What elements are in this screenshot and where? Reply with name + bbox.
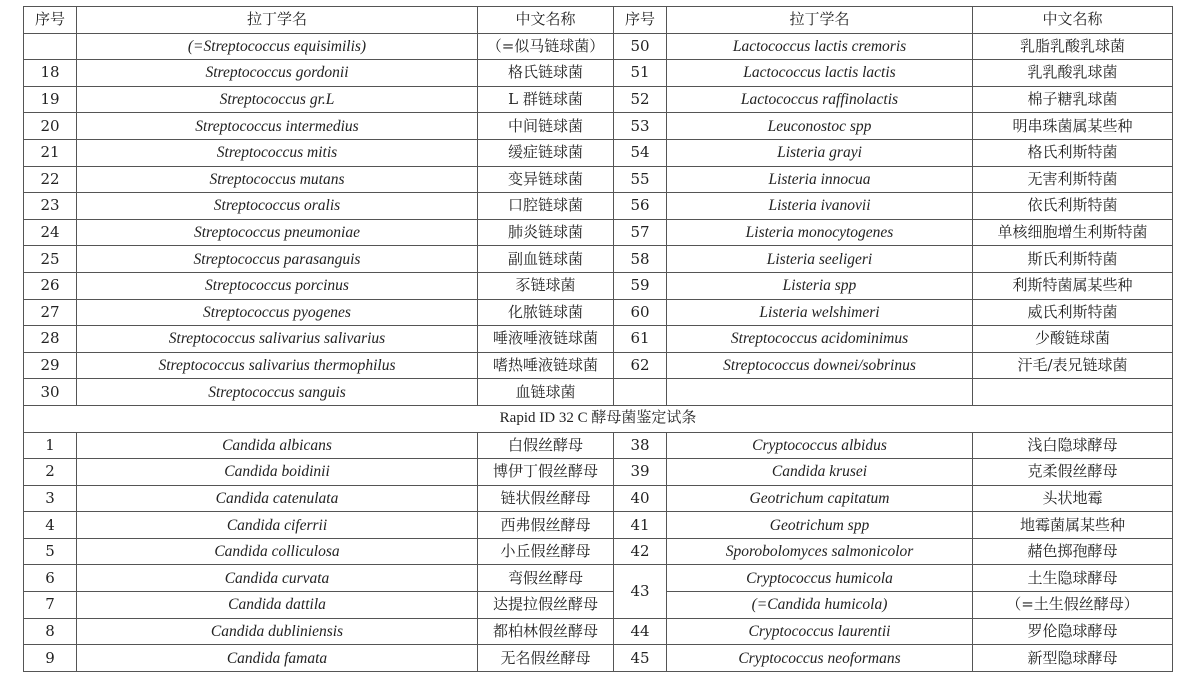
table-row bbox=[24, 618, 1173, 645]
chinese-name: 唾液唾液链球菌 bbox=[478, 326, 614, 353]
table-row bbox=[24, 326, 1173, 353]
latin-name: Streptococcus gr.L bbox=[77, 86, 478, 113]
section-title-row bbox=[24, 405, 1173, 432]
chinese-name: 格氏链球菌 bbox=[478, 60, 614, 87]
latin-name: Lactococcus lactis cremoris bbox=[667, 33, 973, 60]
latin-name: Cryptococcus laurentii bbox=[667, 618, 973, 645]
chinese-name: 肺炎链球菌 bbox=[478, 219, 614, 246]
row-number: 55 bbox=[614, 166, 667, 193]
latin-name: Candida catenulata bbox=[77, 485, 478, 512]
table-row bbox=[24, 193, 1173, 220]
chinese-name: 西弗假丝酵母 bbox=[478, 512, 614, 539]
latin-name: Candida boidinii bbox=[77, 459, 478, 486]
row-number: 8 bbox=[24, 618, 77, 645]
latin-name: Streptococcus salivarius salivarius bbox=[77, 326, 478, 353]
row-number: 21 bbox=[24, 139, 77, 166]
table-row bbox=[24, 299, 1173, 326]
header-no: 序号 bbox=[24, 7, 77, 34]
row-number bbox=[614, 379, 667, 406]
latin-name: Cryptococcus humicola bbox=[667, 565, 973, 592]
latin-name: Listeria seeligeri bbox=[667, 246, 973, 273]
section-streptococcus bbox=[24, 33, 1173, 405]
latin-name: Streptococcus acidominimus bbox=[667, 326, 973, 353]
row-number: 2 bbox=[24, 459, 77, 486]
table-row bbox=[24, 33, 1173, 60]
chinese-name: 博伊丁假丝酵母 bbox=[478, 459, 614, 486]
row-number: 29 bbox=[24, 352, 77, 379]
chinese-name: 单核细胞增生利斯特菌 bbox=[973, 219, 1173, 246]
latin-name: Streptococcus downei/sobrinus bbox=[667, 352, 973, 379]
latin-name: Cryptococcus neoformans bbox=[667, 645, 973, 672]
row-number: 20 bbox=[24, 113, 77, 140]
chinese-name: 少酸链球菌 bbox=[973, 326, 1173, 353]
row-number: 62 bbox=[614, 352, 667, 379]
row-number: 18 bbox=[24, 60, 77, 87]
row-number: 53 bbox=[614, 113, 667, 140]
latin-name: Lactococcus raffinolactis bbox=[667, 86, 973, 113]
latin-name: Streptococcus intermedius bbox=[77, 113, 478, 140]
chinese-name: 赭色掷孢酵母 bbox=[973, 538, 1173, 565]
row-number: 4 bbox=[24, 512, 77, 539]
chinese-name: 土生隐球酵母 bbox=[973, 565, 1173, 592]
chinese-name: 利斯特菌属某些种 bbox=[973, 272, 1173, 299]
species-table bbox=[23, 6, 1173, 672]
chinese-name: 浅白隐球酵母 bbox=[973, 432, 1173, 459]
latin-name: Cryptococcus albidus bbox=[667, 432, 973, 459]
chinese-name: 明串珠菌属某些种 bbox=[973, 113, 1173, 140]
header-row bbox=[24, 7, 1173, 34]
chinese-name: 缓症链球菌 bbox=[478, 139, 614, 166]
section-yeast bbox=[24, 432, 1173, 671]
table-row bbox=[24, 565, 1173, 592]
latin-name: Candida krusei bbox=[667, 459, 973, 486]
row-number: 44 bbox=[614, 618, 667, 645]
species-table-wrapper bbox=[23, 6, 1172, 672]
latin-name: Listeria grayi bbox=[667, 139, 973, 166]
row-number: 58 bbox=[614, 246, 667, 273]
latin-name: Listeria monocytogenes bbox=[667, 219, 973, 246]
row-number: 56 bbox=[614, 193, 667, 220]
chinese-name: 罗伦隐球酵母 bbox=[973, 618, 1173, 645]
chinese-name: 变异链球菌 bbox=[478, 166, 614, 193]
chinese-name: L 群链球菌 bbox=[478, 86, 614, 113]
row-number: 24 bbox=[24, 219, 77, 246]
row-number: 19 bbox=[24, 86, 77, 113]
chinese-name: 小丘假丝酵母 bbox=[478, 538, 614, 565]
row-number: 52 bbox=[614, 86, 667, 113]
latin-name: Lactococcus lactis lactis bbox=[667, 60, 973, 87]
row-number: 26 bbox=[24, 272, 77, 299]
latin-name: Candida albicans bbox=[77, 432, 478, 459]
table-row bbox=[24, 459, 1173, 486]
chinese-name: 口腔链球菌 bbox=[478, 193, 614, 220]
chinese-name: 白假丝酵母 bbox=[478, 432, 614, 459]
table-row bbox=[24, 592, 1173, 619]
latin-name bbox=[667, 379, 973, 406]
latin-name: Candida dattila bbox=[77, 592, 478, 619]
row-number: 60 bbox=[614, 299, 667, 326]
row-number: 25 bbox=[24, 246, 77, 273]
chinese-name: 斯氏利斯特菌 bbox=[973, 246, 1173, 273]
latin-name: Streptococcus oralis bbox=[77, 193, 478, 220]
table-row bbox=[24, 60, 1173, 87]
row-number: 22 bbox=[24, 166, 77, 193]
row-number: 7 bbox=[24, 592, 77, 619]
table-row bbox=[24, 113, 1173, 140]
table-row bbox=[24, 86, 1173, 113]
row-number: 27 bbox=[24, 299, 77, 326]
chinese-name: （=土生假丝酵母） bbox=[973, 592, 1173, 619]
header-latin: 拉丁学名 bbox=[77, 7, 478, 34]
header-chinese: 中文名称 bbox=[478, 7, 614, 34]
chinese-name: 头状地霉 bbox=[973, 485, 1173, 512]
row-number: 54 bbox=[614, 139, 667, 166]
table-row bbox=[24, 485, 1173, 512]
latin-name: Streptococcus porcinus bbox=[77, 272, 478, 299]
header-no: 序号 bbox=[614, 7, 667, 34]
row-number: 51 bbox=[614, 60, 667, 87]
row-number: 30 bbox=[24, 379, 77, 406]
chinese-name: 副血链球菌 bbox=[478, 246, 614, 273]
latin-name: Streptococcus mutans bbox=[77, 166, 478, 193]
chinese-name: 血链球菌 bbox=[478, 379, 614, 406]
chinese-name: 乳乳酸乳球菌 bbox=[973, 60, 1173, 87]
latin-name: (=Streptococcus equisimilis) bbox=[77, 33, 478, 60]
chinese-name: 化脓链球菌 bbox=[478, 299, 614, 326]
latin-name: Streptococcus salivarius thermophilus bbox=[77, 352, 478, 379]
latin-name: Listeria welshimeri bbox=[667, 299, 973, 326]
chinese-name: 都柏林假丝酵母 bbox=[478, 618, 614, 645]
latin-name: Candida curvata bbox=[77, 565, 478, 592]
row-number: 39 bbox=[614, 459, 667, 486]
section-title: Rapid ID 32 C 酵母菌鉴定试条 bbox=[24, 405, 1173, 432]
header-latin: 拉丁学名 bbox=[667, 7, 973, 34]
chinese-name: 依氏利斯特菌 bbox=[973, 193, 1173, 220]
row-number: 5 bbox=[24, 538, 77, 565]
row-number: 42 bbox=[614, 538, 667, 565]
chinese-name: （=似马链球菌） bbox=[478, 33, 614, 60]
latin-name: Leuconostoc spp bbox=[667, 113, 973, 140]
header-chinese: 中文名称 bbox=[973, 7, 1173, 34]
latin-name: Sporobolomyces salmonicolor bbox=[667, 538, 973, 565]
latin-name: Streptococcus pneumoniae bbox=[77, 219, 478, 246]
chinese-name: 格氏利斯特菌 bbox=[973, 139, 1173, 166]
latin-name: Candida dubliniensis bbox=[77, 618, 478, 645]
latin-name: Listeria spp bbox=[667, 272, 973, 299]
row-number: 59 bbox=[614, 272, 667, 299]
row-number: 61 bbox=[614, 326, 667, 353]
chinese-name: 中间链球菌 bbox=[478, 113, 614, 140]
latin-name: Listeria ivanovii bbox=[667, 193, 973, 220]
row-number: 23 bbox=[24, 193, 77, 220]
row-number: 1 bbox=[24, 432, 77, 459]
latin-name: Candida ciferrii bbox=[77, 512, 478, 539]
table-row bbox=[24, 512, 1173, 539]
row-number: 57 bbox=[614, 219, 667, 246]
chinese-name: 链状假丝酵母 bbox=[478, 485, 614, 512]
row-number: 45 bbox=[614, 645, 667, 672]
chinese-name: 嗜热唾液链球菌 bbox=[478, 352, 614, 379]
latin-name: Streptococcus pyogenes bbox=[77, 299, 478, 326]
table-row bbox=[24, 538, 1173, 565]
chinese-name: 无名假丝酵母 bbox=[478, 645, 614, 672]
chinese-name: 弯假丝酵母 bbox=[478, 565, 614, 592]
latin-name: Candida famata bbox=[77, 645, 478, 672]
latin-name: Streptococcus parasanguis bbox=[77, 246, 478, 273]
table-row bbox=[24, 432, 1173, 459]
chinese-name: 克柔假丝酵母 bbox=[973, 459, 1173, 486]
row-number bbox=[24, 33, 77, 60]
row-number: 28 bbox=[24, 326, 77, 353]
row-number: 43 bbox=[614, 565, 667, 618]
chinese-name: 地霉菌属某些种 bbox=[973, 512, 1173, 539]
latin-name: Listeria innocua bbox=[667, 166, 973, 193]
table-row bbox=[24, 645, 1173, 672]
latin-name: Streptococcus gordonii bbox=[77, 60, 478, 87]
chinese-name bbox=[973, 379, 1173, 406]
latin-name: Geotrichum capitatum bbox=[667, 485, 973, 512]
row-number: 40 bbox=[614, 485, 667, 512]
chinese-name: 棉子糖乳球菌 bbox=[973, 86, 1173, 113]
row-number: 6 bbox=[24, 565, 77, 592]
latin-name: Streptococcus mitis bbox=[77, 139, 478, 166]
latin-name: Candida colliculosa bbox=[77, 538, 478, 565]
table-row bbox=[24, 246, 1173, 273]
chinese-name: 乳脂乳酸乳球菌 bbox=[973, 33, 1173, 60]
table-row bbox=[24, 379, 1173, 406]
chinese-name: 无害利斯特菌 bbox=[973, 166, 1173, 193]
latin-name: (=Candida humicola) bbox=[667, 592, 973, 619]
table-row bbox=[24, 166, 1173, 193]
chinese-name: 汗毛/表兄链球菌 bbox=[973, 352, 1173, 379]
table-row bbox=[24, 352, 1173, 379]
table-row bbox=[24, 139, 1173, 166]
row-number: 41 bbox=[614, 512, 667, 539]
row-number: 50 bbox=[614, 33, 667, 60]
row-number: 38 bbox=[614, 432, 667, 459]
latin-name: Streptococcus sanguis bbox=[77, 379, 478, 406]
row-number: 3 bbox=[24, 485, 77, 512]
chinese-name: 新型隐球酵母 bbox=[973, 645, 1173, 672]
table-row bbox=[24, 272, 1173, 299]
chinese-name: 达提拉假丝酵母 bbox=[478, 592, 614, 619]
chinese-name: 豕链球菌 bbox=[478, 272, 614, 299]
table-row bbox=[24, 219, 1173, 246]
row-number: 9 bbox=[24, 645, 77, 672]
chinese-name: 威氏利斯特菌 bbox=[973, 299, 1173, 326]
latin-name: Geotrichum spp bbox=[667, 512, 973, 539]
